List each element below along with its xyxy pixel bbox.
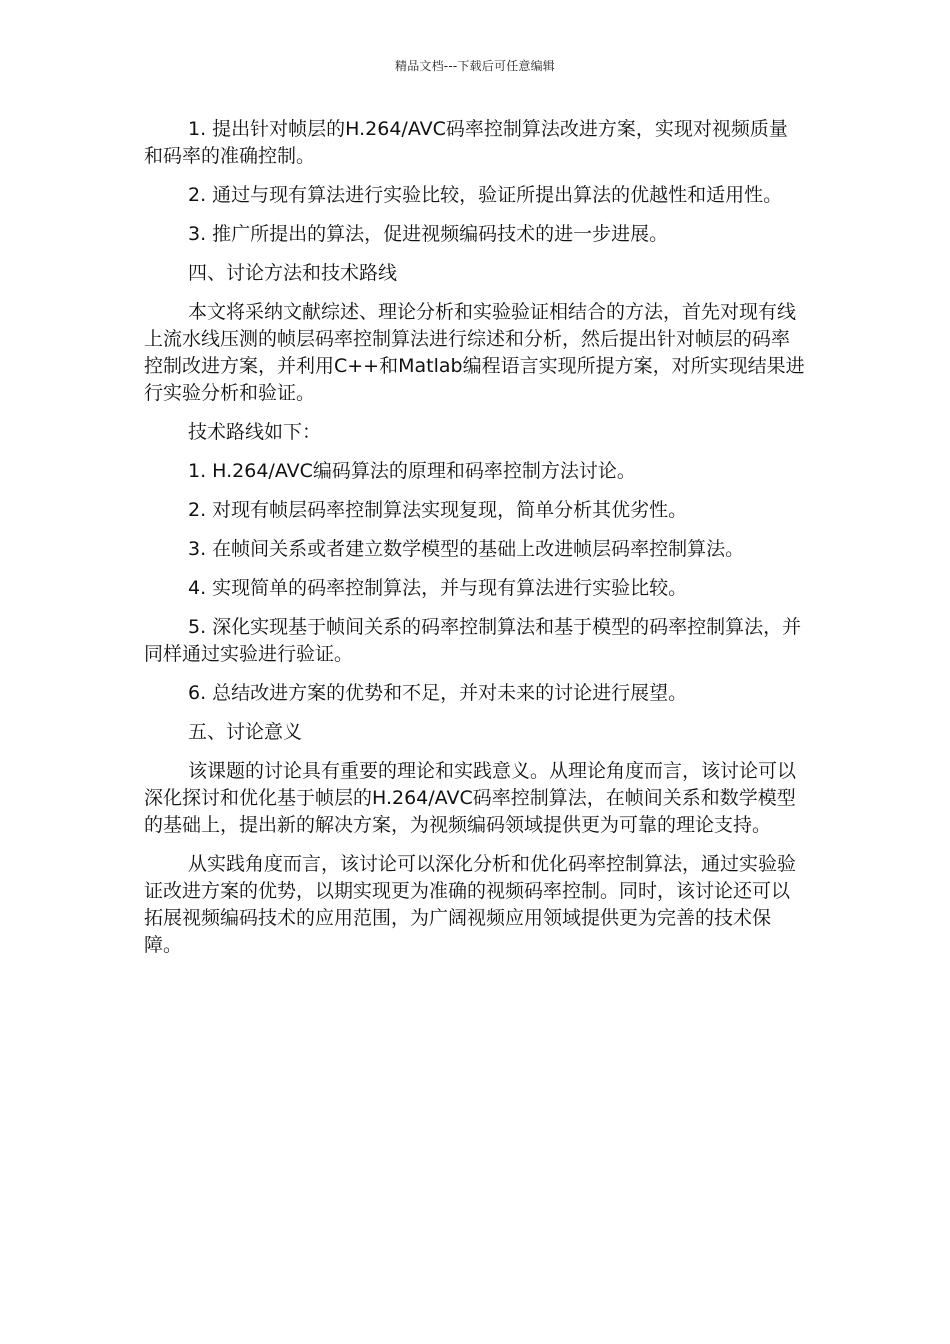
goal-item-3: 3. 推广所提出的算法，促进视频编码技术的进一步进展。 bbox=[188, 223, 669, 245]
roadmap-item-1: 1. H.264/AVC编码算法的原理和码率控制方法讨论。 bbox=[188, 460, 636, 482]
roadmap-item-2: 2. 对现有帧层码率控制算法实现复现，简单分析其优劣性。 bbox=[188, 499, 688, 521]
significance-paragraph-practice: 从实践角度而言，该讨论可以深化分析和优化码率控制算法，通过实验验证改进方案的优势，以期实现更为准确的视频码率控制。同时，该讨论还可以拓展视频编码技术的应用范围，为广阔视频应用领域提供更为完善的技术保障。 bbox=[144, 853, 797, 956]
roadmap-item-3: 3. 在帧间关系或者建立数学模型的基础上改进帧层码率控制算法。 bbox=[188, 538, 745, 560]
goal-item-2: 2. 通过与现有算法进行实验比较，验证所提出算法的优越性和适用性。 bbox=[188, 184, 783, 206]
page-header: 精品文档---下载后可任意编辑 bbox=[395, 59, 555, 73]
roadmap-intro: 技术路线如下： bbox=[188, 421, 322, 443]
roadmap-item-4: 4. 实现简单的码率控制算法，并与现有算法进行实验比较。 bbox=[188, 577, 688, 599]
section-heading-significance: 五、讨论意义 bbox=[188, 721, 303, 743]
significance-paragraph-theory: 该课题的讨论具有重要的理论和实践意义。从理论角度而言，该讨论可以深化探讨和优化基于帧层的H.264/AVC码率控制算法，在帧间关系和数学模型的基础上，提出新的解决方案，为视频编码领域提供更为可靠的理论支持。 bbox=[144, 760, 797, 836]
methods-paragraph: 本文将采纳文献综述、理论分析和实验验证相结合的方法，首先对现有线上流水线压测的帧层码率控制算法进行综述和分析，然后提出针对帧层的码率控制改进方案，并利用C++和Matlab编程语言实现所提方案，对所实现结果进行实验分析和验证。 bbox=[144, 301, 805, 404]
roadmap-item-6: 6. 总结改进方案的优势和不足，并对未来的讨论进行展望。 bbox=[188, 682, 688, 704]
document-body bbox=[144, 116, 806, 971]
goal-item-1: 1. 提出针对帧层的H.264/AVC码率控制算法改进方案，实现对视频质量和码率的准确控制。 bbox=[144, 118, 788, 167]
roadmap-item-5: 5. 深化实现基于帧间关系的码率控制算法和基于模型的码率控制算法，并同样通过实验进行验证。 bbox=[144, 616, 802, 665]
section-heading-methods: 四、讨论方法和技术路线 bbox=[188, 262, 398, 284]
